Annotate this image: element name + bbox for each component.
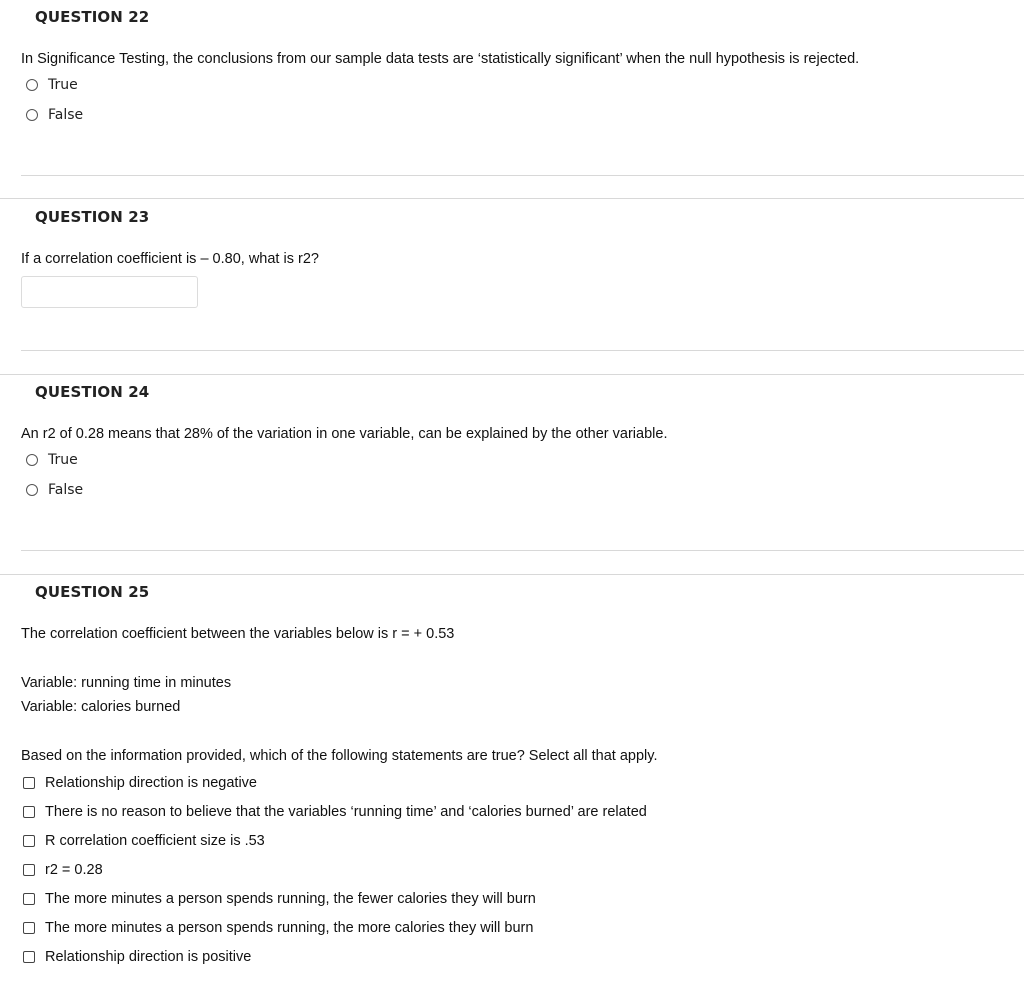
option-label: False [48,482,84,498]
checkbox[interactable] [23,951,35,963]
question-25-option[interactable] [23,888,536,910]
question-25-option[interactable] [23,801,647,823]
question-24-header: QUESTION 24 [35,383,150,401]
checkbox[interactable] [23,806,35,818]
option-label: Relationship direction is negative [45,775,257,791]
checkbox[interactable] [23,922,35,934]
question-divider [0,374,1024,375]
radio-button[interactable] [26,484,38,496]
question-24-option-true[interactable] [26,449,78,471]
question-25-option[interactable] [23,917,533,939]
option-label: Relationship direction is positive [45,949,252,965]
question-25-option[interactable] [23,859,103,881]
option-label: The more minutes a person spends running, the more calories they will burn [45,920,534,936]
option-label: True [48,452,78,468]
question-22-option-false[interactable] [26,104,83,126]
option-label: r2 = 0.28 [45,862,103,878]
option-label: The more minutes a person spends running, the fewer calories they will burn [45,891,536,907]
question-25-option[interactable] [23,830,265,852]
question-divider [21,550,1024,551]
option-label: True [48,77,78,93]
checkbox[interactable] [23,777,35,789]
checkbox[interactable] [23,893,35,905]
question-divider [0,198,1024,199]
variable-line: Variable: calories burned [21,699,181,715]
radio-button[interactable] [26,109,38,121]
question-divider [21,350,1024,351]
checkbox[interactable] [23,864,35,876]
question-25-text: The correlation coefficient between the variables below is r = + 0.53 [21,626,455,642]
question-25-prompt: Based on the information provided, which of the following statements are true? Select all that apply. [21,748,658,764]
question-24-text: An r2 of 0.28 means that 28% of the variation in one variable, can be explained by the other variable. [21,426,668,442]
question-22-option-true[interactable] [26,74,78,96]
question-25-header: QUESTION 25 [35,583,150,601]
question-divider [21,175,1024,176]
variable-line: Variable: running time in minutes [21,675,232,691]
radio-button[interactable] [26,79,38,91]
question-22-text: In Significance Testing, the conclusions from our sample data tests are ‘statistically significant’ when the null hypothesis is rejected. [21,51,860,67]
question-divider [0,574,1024,575]
option-label: False [48,107,84,123]
question-25-option[interactable] [23,772,257,794]
question-25-option[interactable] [23,946,251,968]
option-label: R correlation coefficient size is .53 [45,833,265,849]
checkbox[interactable] [23,835,35,847]
question-23-text: If a correlation coefficient is – 0.80, what is r2? [21,251,319,267]
radio-button[interactable] [26,454,38,466]
option-label: There is no reason to believe that the variables ‘running time’ and ‘calories burned’ are related [45,804,647,820]
question-23-header: QUESTION 23 [35,208,150,226]
question-23-answer-input[interactable] [21,276,198,308]
question-22-header: QUESTION 22 [35,8,150,26]
question-24-option-false[interactable] [26,479,83,501]
